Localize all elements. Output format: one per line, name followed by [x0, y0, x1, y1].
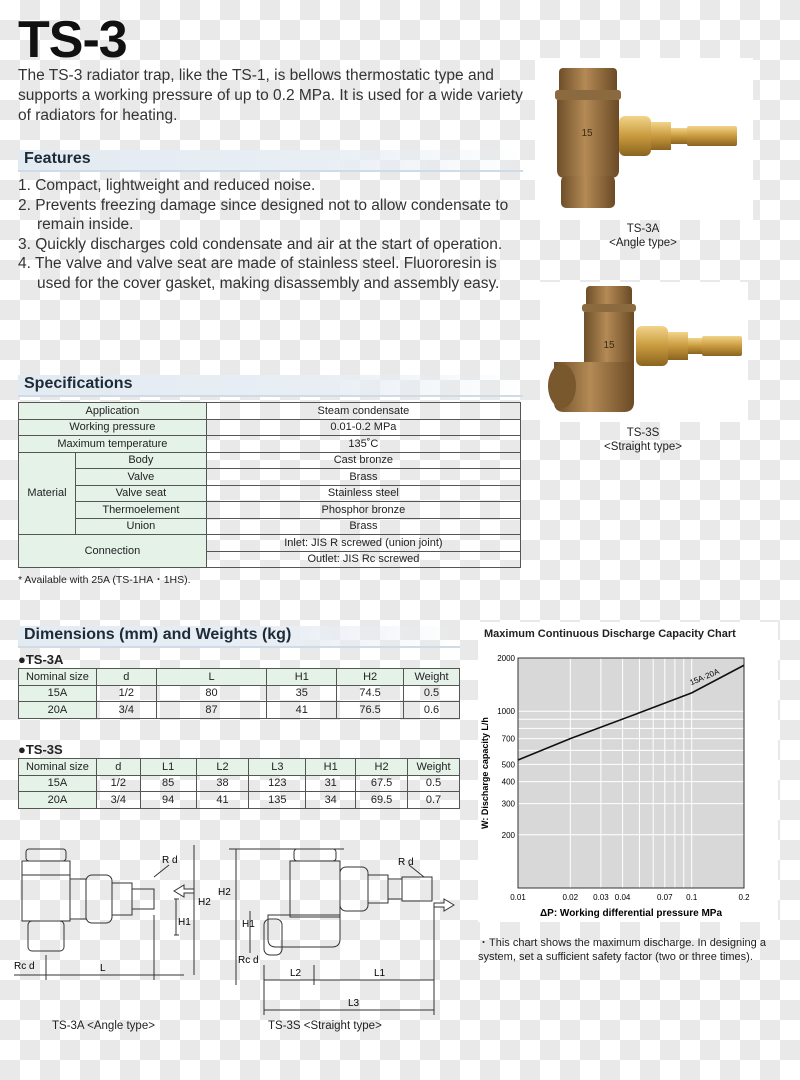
- chart-y-tick-label: 2000: [497, 654, 515, 663]
- spec-value: Brass: [206, 518, 520, 535]
- table-row: [19, 792, 460, 809]
- chart-x-ticks: [510, 893, 750, 902]
- ts3s-photo-caption: [583, 426, 703, 454]
- table-cell: 87: [156, 702, 267, 719]
- chart-title: Maximum Continuous Discharge Capacity Chart: [484, 628, 736, 640]
- table-cell: 67.5: [356, 775, 408, 792]
- spec-value: Outlet: JIS Rc screwed: [206, 551, 520, 568]
- chart-y-tick-label: 400: [501, 777, 515, 787]
- spec-value: Steam condensate: [206, 403, 520, 420]
- table-cell: 123: [249, 775, 306, 792]
- page-title: TS-3: [18, 11, 127, 69]
- chart-y-axis-label: W: Discharge capacity L/h: [480, 717, 490, 829]
- table-cell: 0.5: [404, 685, 460, 702]
- table-cell: 20A: [19, 792, 97, 809]
- table-cell: 3/4: [96, 702, 156, 719]
- table-cell: 34: [306, 792, 356, 809]
- feature-item: 3. Quickly discharges cold condensate and air at the start of operation.: [18, 235, 503, 253]
- ts3s-dimensions-label: ●TS-3S: [18, 742, 63, 757]
- spec-label: Application: [19, 403, 207, 420]
- straight-l3-label: L3: [348, 998, 360, 1009]
- spec-row-body: [19, 452, 521, 469]
- table-header: H1: [267, 669, 337, 686]
- table-header: H2: [356, 759, 408, 776]
- spec-value: 0.01-0.2 MPa: [206, 419, 520, 436]
- spec-row-valve: [19, 469, 521, 486]
- ts3a-photo-type: <Angle type>: [609, 237, 677, 249]
- table-header: Nominal size: [19, 759, 97, 776]
- spec-label: Body: [75, 452, 206, 469]
- spec-row-valve-seat: [19, 485, 521, 502]
- straight-rcd-label: Rc d: [238, 955, 259, 966]
- table-header: d: [96, 669, 156, 686]
- spec-row-thermoelement: [19, 502, 521, 519]
- table-cell: 15A: [19, 775, 97, 792]
- table-header: L3: [249, 759, 306, 776]
- straight-drawing-caption: TS-3S <Straight type>: [268, 1020, 382, 1032]
- chart-y-tick-label: 300: [501, 799, 515, 809]
- chart-y-tick-label: 1000: [497, 707, 515, 717]
- straight-l1-label: L1: [374, 968, 386, 979]
- table-header: Weight: [404, 669, 460, 686]
- table-header: L1: [140, 759, 196, 776]
- table-header: H2: [337, 669, 404, 686]
- chart-x-tick-label: 0.2: [738, 893, 750, 902]
- spec-label: Valve: [75, 469, 206, 486]
- ts3a-dimensions-table: [18, 668, 460, 719]
- spec-value: 135˚C: [206, 436, 520, 453]
- straight-h1-label: H1: [242, 919, 255, 930]
- chart-y-tick-label: 500: [501, 760, 515, 770]
- table-cell: 80: [156, 685, 267, 702]
- table-cell: 41: [267, 702, 337, 719]
- straight-type-drawing: [229, 849, 454, 1015]
- table-cell: 35: [267, 685, 337, 702]
- table-cell: 3/4: [96, 792, 140, 809]
- spec-row-working-pressure: [19, 419, 521, 436]
- table-cell: 94: [140, 792, 196, 809]
- specifications-table: [18, 402, 521, 568]
- table-cell: 41: [196, 792, 249, 809]
- table-cell: 1/2: [96, 775, 140, 792]
- table-cell: 76.5: [337, 702, 404, 719]
- table-cell: 38: [196, 775, 249, 792]
- specifications-heading: Specifications: [18, 375, 523, 397]
- chart-x-axis-label: ΔP: Working differential pressure MPa: [539, 908, 723, 919]
- ts3a-photo: [535, 58, 753, 220]
- table-header: H1: [306, 759, 356, 776]
- ts3s-photo-name: TS-3S: [626, 427, 660, 439]
- features-heading: Features: [18, 150, 523, 172]
- spec-label: Connection: [19, 535, 207, 568]
- table-cell: 135: [249, 792, 306, 809]
- spec-value: Inlet: JIS R screwed (union joint): [206, 535, 520, 552]
- svg-text:15: 15: [603, 340, 615, 351]
- chart-x-tick-label: 0.02: [562, 893, 579, 902]
- table-cell: 74.5: [337, 685, 404, 702]
- table-header: L2: [196, 759, 249, 776]
- table-cell: 0.7: [408, 792, 460, 809]
- spec-row-max-temperature: [19, 436, 521, 453]
- chart-y-tick-label: 200: [501, 830, 515, 840]
- spec-label: Thermoelement: [75, 502, 206, 519]
- chart-x-tick-label: 0.1: [686, 893, 698, 902]
- angle-rcd-label: Rc d: [14, 961, 35, 972]
- table-header-row: [19, 669, 460, 686]
- dimension-drawings: [14, 835, 464, 1035]
- angle-l-label: L: [100, 963, 106, 974]
- table-header-row: [19, 759, 460, 776]
- table-row: [19, 685, 460, 702]
- ts3s-photo-type: <Straight type>: [604, 441, 682, 453]
- chart-plot-area: [518, 658, 744, 888]
- chart-y-ticks: [497, 654, 515, 840]
- table-cell: 20A: [19, 702, 97, 719]
- straight-rd-label: R d: [398, 857, 414, 868]
- features-list: [18, 176, 523, 293]
- angle-rd-label: R d: [162, 855, 178, 866]
- angle-h2-label: H2: [198, 897, 211, 908]
- angle-drawing-caption: TS-3A <Angle type>: [52, 1020, 155, 1032]
- chart-x-tick-label: 0.01: [510, 893, 526, 902]
- table-header: d: [96, 759, 140, 776]
- spec-material-label: Material: [19, 452, 76, 535]
- ts3a-photo-caption: [583, 222, 703, 250]
- ts3a-dimensions-label: ●TS-3A: [18, 652, 64, 667]
- chart-note: ・This chart shows the maximum discharge. In designing a system, set a sufficient safety factor (two or three times).: [478, 937, 766, 963]
- spec-footnote: * Available with 25A (TS-1HA・1HS).: [18, 574, 191, 586]
- spec-value: Phosphor bronze: [206, 502, 520, 519]
- table-cell: 0.5: [408, 775, 460, 792]
- intro-paragraph: The TS-3 radiator trap, like the TS-1, is bellows thermostatic type and supports a working pressure of up to 0.2 MPa. It is used for a wide variety of radiators for heating.: [18, 67, 523, 124]
- chart-x-tick-label: 0.04: [614, 893, 631, 902]
- spec-label: Valve seat: [75, 485, 206, 502]
- table-cell: 0.6: [404, 702, 460, 719]
- table-row: [19, 702, 460, 719]
- feature-item: 2. Prevents freezing damage since designed not to allow condensate to remain inside.: [18, 196, 509, 233]
- table-cell: 85: [140, 775, 196, 792]
- spec-value: Stainless steel: [206, 485, 520, 502]
- angle-h1-label: H1: [178, 917, 191, 928]
- spec-value: Cast bronze: [206, 452, 520, 469]
- svg-text:15: 15: [581, 128, 593, 139]
- ts3s-photo: [540, 282, 748, 422]
- dimensions-heading: Dimensions (mm) and Weights (kg): [18, 626, 460, 648]
- table-header: Nominal size: [19, 669, 97, 686]
- angle-trap-image: [535, 58, 753, 220]
- spec-row-connection-inlet: [19, 535, 521, 552]
- straight-trap-image: [540, 282, 748, 422]
- table-header: Weight: [408, 759, 460, 776]
- spec-label: Maximum temperature: [19, 436, 207, 453]
- feature-item: 4. The valve and valve seat are made of stainless steel. Fluororesin is used for the cover gasket, making disassembly and assembly easy.: [18, 255, 500, 292]
- straight-l2-label: L2: [290, 968, 302, 979]
- chart-y-tick-label: 700: [501, 734, 515, 744]
- table-header: L: [156, 669, 267, 686]
- chart-x-tick-label: 0.03: [593, 893, 609, 902]
- chart-series-label: 15A·20A: [688, 666, 721, 688]
- feature-item: 1. Compact, lightweight and reduced noise.: [18, 177, 316, 194]
- table-cell: 31: [306, 775, 356, 792]
- spec-row-application: [19, 403, 521, 420]
- spec-label: Working pressure: [19, 419, 207, 436]
- spec-value: Brass: [206, 469, 520, 486]
- chart-x-tick-label: 0.07: [657, 893, 673, 902]
- ts3s-dimensions-table: [18, 758, 460, 809]
- straight-h2-label: H2: [218, 887, 231, 898]
- table-cell: 1/2: [96, 685, 156, 702]
- chart-panel: [478, 622, 778, 922]
- table-row: [19, 775, 460, 792]
- discharge-capacity-chart: [478, 622, 778, 922]
- spec-row-union: [19, 518, 521, 535]
- ts3a-photo-name: TS-3A: [626, 223, 660, 235]
- table-cell: 15A: [19, 685, 97, 702]
- spec-label: Union: [75, 518, 206, 535]
- table-cell: 69.5: [356, 792, 408, 809]
